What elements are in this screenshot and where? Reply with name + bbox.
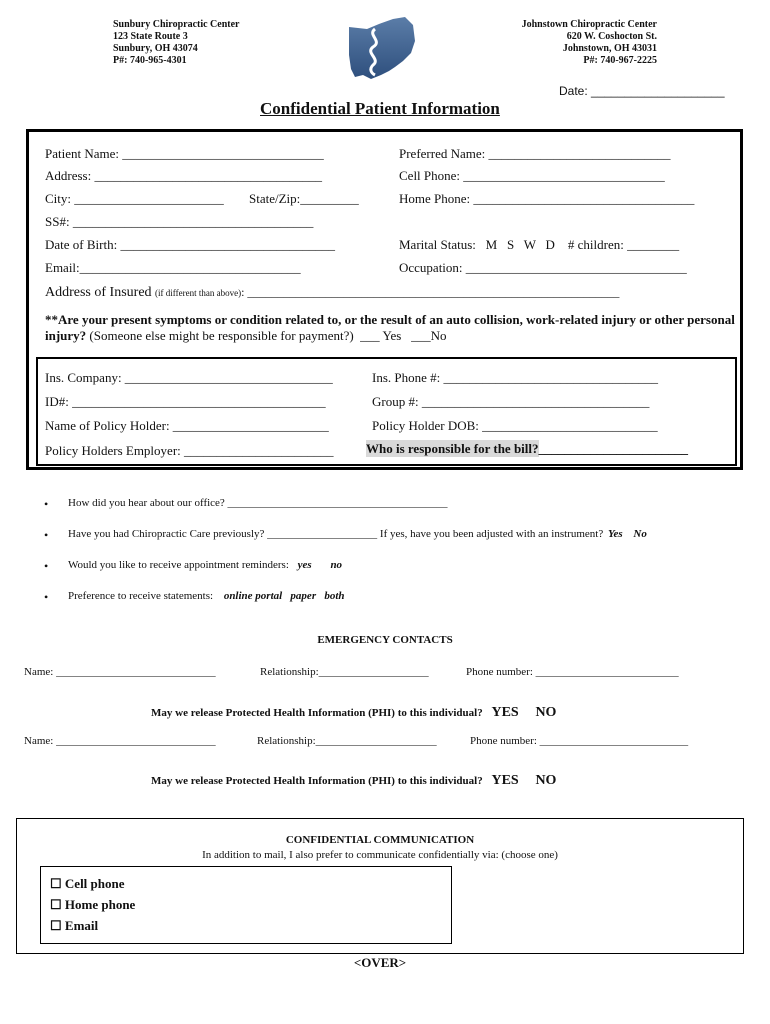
ins-id-field[interactable]: ID#: _______________________________________ [45,394,326,409]
responsible-label: Who is responsible for the bill? [366,441,539,456]
page-title: Confidential Patient Information [260,99,500,118]
statements-question[interactable] [68,590,345,602]
policy-holder-field[interactable]: Name of Policy Holder: ________________________ [45,418,329,433]
responsible-line: _______________________ [538,441,689,456]
prior-care-yes[interactable]: Yes [607,528,623,540]
address-insured-field[interactable] [45,285,619,301]
reminders-text: Would you like to receive appointment reminders: [68,559,289,571]
phi-question-2 [151,773,556,789]
johnstown-name: Johnstown Chiropractic Center [521,19,657,30]
checkbox-icon[interactable]: ☐ [50,918,62,933]
phi2-yes[interactable]: YES [491,773,519,788]
option-label: Home phone [64,897,136,912]
address-insured-note: (if different than above) [155,288,242,298]
responsible-field[interactable] [366,441,688,457]
statements-options[interactable]: online portal paper both [223,590,345,602]
sunbury-street: 123 State Route 3 [113,31,188,42]
prior-care-no[interactable]: No [633,528,647,540]
reminders-question[interactable] [68,559,342,571]
emergency1-relationship-field[interactable]: Relationship:____________________ [260,666,429,678]
bullet-icon: • [44,590,49,604]
address-insured-label: Address of Insured [45,285,152,300]
sunbury-city: Sunbury, OH 43074 [113,43,198,54]
johnstown-address [516,19,657,67]
ins-company-field[interactable]: Ins. Company: ________________________________ [45,370,333,385]
option-home-phone[interactable] [50,897,135,913]
ohio-state-spine-logo-icon [345,15,417,81]
communication-subtext: In addition to mail, I also prefer to communicate confidentially via: (choose one) [202,849,558,861]
option-email[interactable] [50,918,98,934]
sunbury-address [113,19,239,67]
home-phone-field[interactable]: Home Phone: __________________________________ [399,191,695,206]
date-field[interactable]: Date: ____________________ [559,84,725,98]
prior-care-text: Have you had Chiropractic Care previously? ____________________ If yes, have you been adjusted with an instrument? [68,528,604,540]
phi-question-1 [151,705,556,721]
checkbox-icon[interactable]: ☐ [50,897,62,912]
occupation-field[interactable]: Occupation: __________________________________ [399,260,687,275]
ins-phone-field[interactable]: Ins. Phone #: _________________________________ [372,370,658,385]
preferred-name-field[interactable]: Preferred Name: ____________________________ [399,146,671,161]
phi-question-2-text: May we release Protected Health Information (PHI) to this individual? [151,775,483,787]
phi1-no[interactable]: NO [535,705,557,720]
email-field[interactable]: Email:__________________________________ [45,260,301,275]
statements-text: Preference to receive statements: [68,590,214,602]
reminders-yes[interactable]: yes [297,559,312,571]
sunbury-phone: P#: 740-965-4301 [113,55,187,66]
phi2-no[interactable]: NO [535,773,557,788]
patient-name-field[interactable]: Patient Name: _______________________________ [45,146,324,161]
phi-question-1-text: May we release Protected Health Information (PHI) to this individual? [151,707,483,719]
emergency-heading: EMERGENCY CONTACTS [317,634,453,646]
johnstown-city: Johnstown, OH 43031 [562,43,657,54]
employer-field[interactable]: Policy Holders Employer: _______________________ [45,443,334,458]
johnstown-street: 620 W. Coshocton St. [566,31,657,42]
marital-status-field[interactable]: Marital Status: M S W D # children: ________ [399,237,680,252]
bullet-icon: • [44,528,49,542]
ssn-field[interactable]: SS#: _____________________________________ [45,214,314,229]
city-field[interactable]: City: _______________________ [45,191,224,206]
referral-question[interactable]: How did you hear about our office? ________________________________________ [68,497,448,509]
policy-holder-dob-field[interactable]: Policy Holder DOB: ___________________________ [372,418,658,433]
emergency2-relationship-field[interactable]: Relationship:______________________ [257,735,437,747]
sunbury-name: Sunbury Chiropractic Center [113,19,240,30]
communication-heading: CONFIDENTIAL COMMUNICATION [285,834,475,846]
phi1-yes[interactable]: YES [491,705,519,720]
option-label: Cell phone [64,876,125,891]
checkbox-icon[interactable]: ☐ [50,876,62,891]
dob-field[interactable]: Date of Birth: _________________________________ [45,237,335,252]
injury-question-bold: **Are your present symptoms or condition related to, or the result of an auto collision, work-related injury or other personal injury? [45,312,735,343]
bullet-icon: • [44,497,49,511]
over-footer: <OVER> [353,955,407,970]
emergency1-name-field[interactable]: Name: _____________________________ [24,666,216,678]
option-label: Email [64,918,99,933]
injury-question [45,312,735,344]
group-field[interactable]: Group #: ___________________________________ [372,394,650,409]
emergency1-phone-field[interactable]: Phone number: __________________________ [466,666,679,678]
state-zip-field[interactable]: State/Zip:_________ [249,191,359,206]
injury-question-options[interactable]: (Someone else might be responsible for payment?) ___ Yes ___No [86,328,447,343]
reminders-no[interactable]: no [330,559,343,571]
address-insured-line: : ______________________________________________________________ [241,285,620,299]
johnstown-phone: P#: 740-967-2225 [583,55,657,66]
cell-phone-field[interactable]: Cell Phone: _______________________________ [399,168,665,183]
emergency2-name-field[interactable]: Name: _____________________________ [24,735,216,747]
bullet-icon: • [44,559,49,573]
prior-care-question[interactable] [68,528,647,540]
emergency2-phone-field[interactable]: Phone number: ___________________________ [470,735,689,747]
address-field[interactable]: Address: ___________________________________ [45,168,322,183]
option-cell-phone[interactable] [50,876,125,892]
